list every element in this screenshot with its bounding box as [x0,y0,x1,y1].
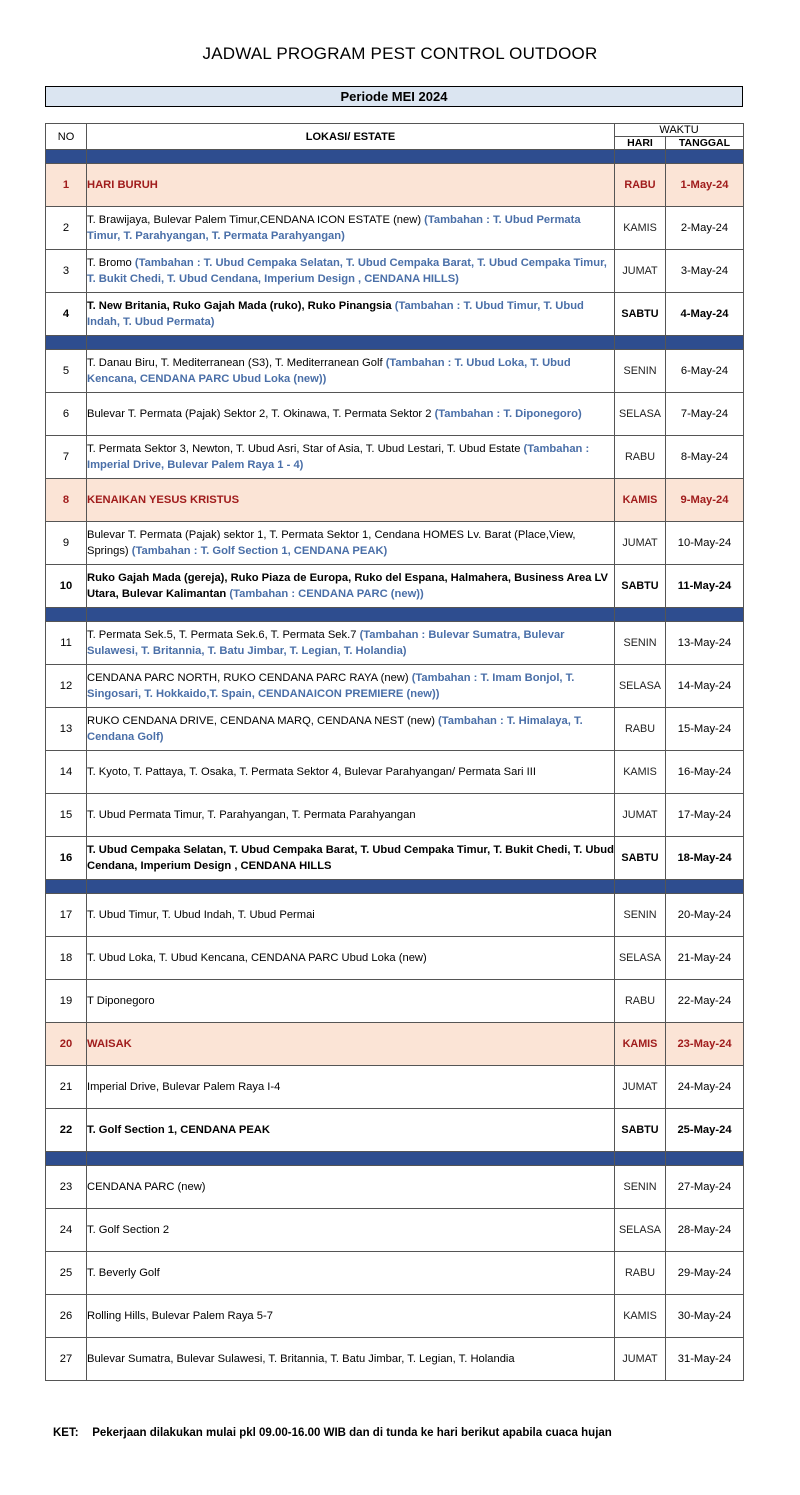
table-row [46,980,744,1023]
date-cell: 24-May-24 [666,1066,744,1109]
date-cell: 1-May-24 [666,164,744,207]
row-number: 18 [46,937,87,980]
location-cell [87,393,615,436]
period-banner: Periode MEI 2024 [45,86,743,107]
location-text: HARI BURUH [87,179,158,191]
row-number: 19 [46,980,87,1023]
table-row [46,393,744,436]
separator-cell [666,336,744,350]
day-cell: SENIN [615,894,666,937]
day-cell: SELASA [615,665,666,708]
location-text: CENDANA PARC (new) [87,1181,206,1193]
day-cell: KAMIS [615,207,666,250]
day-cell: SABTU [615,1109,666,1152]
location-cell [87,565,615,608]
location-cell [87,164,615,207]
location-cell [87,622,615,665]
date-cell: 6-May-24 [666,350,744,393]
location-cell [87,1166,615,1209]
location-addition: (Tambahan : T. Diponegoro) [434,408,582,420]
row-number: 2 [46,207,87,250]
date-cell: 4-May-24 [666,293,744,336]
location-text: WAISAK [87,1038,132,1050]
day-cell: KAMIS [615,751,666,794]
holiday-row [46,479,744,522]
row-number: 4 [46,293,87,336]
location-text: T. Beverly Golf [87,1267,160,1279]
row-number: 8 [46,479,87,522]
date-cell: 23-May-24 [666,1023,744,1066]
location-addition: (Tambahan : T. Himalaya, T. Cendana Golf) [87,715,583,743]
separator-cell [87,150,615,164]
location-cell [87,1252,615,1295]
location-addition: (Tambahan : T. Ubud Loka, T. Ubud Kencana, CENDANA PARC Ubud Loka (new)) [87,357,571,385]
schedule-table [45,123,744,1381]
table-row [46,1066,744,1109]
date-cell: 21-May-24 [666,937,744,980]
location-cell [87,293,615,336]
table-row [46,1252,744,1295]
footnote [53,1427,612,1439]
table-row [46,350,744,393]
date-cell: 11-May-24 [666,565,744,608]
location-addition: (Tambahan : Bulevar Sumatra, Bulevar Sulawesi, T. Britannia, T. Batu Jimbar, T. Legian, T. Holandia) [87,629,565,657]
table-row [46,522,744,565]
location-cell [87,794,615,837]
location-text: KENAIKAN YESUS KRISTUS [87,494,240,506]
holiday-row [46,164,744,207]
location-cell [87,937,615,980]
separator-cell [87,880,615,894]
location-text: T. Ubud Cempaka Selatan, T. Ubud Cempaka Barat, T. Ubud Cempaka Timur, T. Bukit Chedi, T. Ubud Cendana, Imperium Design , CENDANA HILLS [87,844,614,872]
location-text: T. Brawijaya, Bulevar Palem Timur,CENDANA ICON ESTATE (new) [87,214,425,226]
date-cell: 29-May-24 [666,1252,744,1295]
location-text: CENDANA PARC NORTH, RUKO CENDANA PARC RAYA (new) [87,672,412,684]
location-text: T. Golf Section 2 [87,1224,170,1236]
row-number: 24 [46,1209,87,1252]
header-day: HARI [615,137,666,150]
location-text: T. Kyoto, T. Pattaya, T. Osaka, T. Permata Sektor 4, Bulevar Parahyangan/ Permata Sari III [87,766,536,778]
date-cell: 10-May-24 [666,522,744,565]
date-cell: 27-May-24 [666,1166,744,1209]
location-text: Bulevar T. Permata (Pajak) Sektor 2, T. Okinawa, T. Permata Sektor 2 [87,408,435,420]
table-row [46,837,744,880]
table-row [46,436,744,479]
week-separator-row [46,150,744,164]
separator-cell [46,336,87,350]
date-cell: 16-May-24 [666,751,744,794]
table-row [46,622,744,665]
row-number: 3 [46,250,87,293]
row-number: 20 [46,1023,87,1066]
location-text: T. Permata Sek.5, T. Permata Sek.6, T. Permata Sek.7 [87,629,360,641]
location-addition: (Tambahan : CENDANA PARC (new)) [229,588,424,600]
table-row [46,1109,744,1152]
separator-cell [87,608,615,622]
separator-cell [615,880,666,894]
table-row [46,894,744,937]
location-addition: (Tambahan : Imperial Drive, Bulevar Palem Raya 1 - 4) [87,443,590,471]
location-cell [87,1338,615,1381]
day-cell: JUMAT [615,1066,666,1109]
table-row [46,708,744,751]
date-cell: 14-May-24 [666,665,744,708]
day-cell: SELASA [615,393,666,436]
separator-cell [615,336,666,350]
location-cell [87,751,615,794]
date-cell: 31-May-24 [666,1338,744,1381]
holiday-row [46,1023,744,1066]
day-cell: SELASA [615,937,666,980]
location-cell [87,1109,615,1152]
page-title: JADWAL PROGRAM PEST CONTROL OUTDOOR [202,44,598,63]
header-no: NO [46,124,87,150]
header-location: LOKASI/ ESTATE [87,124,615,150]
row-number: 9 [46,522,87,565]
location-text: T. Permata Sektor 3, Newton, T. Ubud Asri, Star of Asia, T. Ubud Lestari, T. Ubud Estate [87,443,524,455]
week-separator-row [46,336,744,350]
separator-cell [615,1152,666,1166]
separator-cell [666,150,744,164]
location-cell [87,837,615,880]
date-cell: 18-May-24 [666,837,744,880]
location-text: T Diponegoro [87,995,155,1007]
table-row [46,293,744,336]
day-cell: SABTU [615,837,666,880]
location-text: T. Danau Biru, T. Mediterranean (S3), T. Mediterranean Golf [87,357,386,369]
separator-cell [46,880,87,894]
location-addition: (Tambahan : T. Imam Bonjol, T. Singosari, T. Hokkaido,T. Spain, CENDANAICON PREMIERE (new)) [87,672,575,700]
table-row [46,1166,744,1209]
row-number: 10 [46,565,87,608]
separator-cell [87,336,615,350]
date-cell: 25-May-24 [666,1109,744,1152]
location-text: T. Ubud Loka, T. Ubud Kencana, CENDANA PARC Ubud Loka (new) [87,952,427,964]
location-cell [87,1023,615,1066]
row-number: 13 [46,708,87,751]
header-row [46,124,744,137]
date-cell: 15-May-24 [666,708,744,751]
separator-cell [46,1152,87,1166]
date-cell: 28-May-24 [666,1209,744,1252]
header-date: TANGGAL [666,137,744,150]
location-cell [87,250,615,293]
table-row [46,794,744,837]
day-cell: JUMAT [615,794,666,837]
separator-cell [87,1152,615,1166]
separator-cell [46,608,87,622]
day-cell: SABTU [615,293,666,336]
location-text: RUKO CENDANA DRIVE, CENDANA MARQ, CENDANA NEST (new) [87,715,439,727]
location-text: Ruko Gajah Mada (gereja), Ruko Piaza de Europa, Ruko del Espana, Halmahera, Business Area LV Utara, Bulevar Kalimantan [87,572,608,600]
location-addition: (Tambahan : T. Golf Section 1, CENDANA PEAK) [131,545,388,557]
date-cell: 13-May-24 [666,622,744,665]
day-cell: SENIN [615,1166,666,1209]
separator-cell [666,1152,744,1166]
week-separator-row [46,880,744,894]
row-number: 1 [46,164,87,207]
table-row [46,937,744,980]
location-cell [87,207,615,250]
location-text: T. New Britania, Ruko Gajah Mada (ruko), Ruko Pinangsia [87,300,395,312]
row-number: 17 [46,894,87,937]
row-number: 23 [46,1166,87,1209]
table-row [46,751,744,794]
table-row [46,1209,744,1252]
date-cell: 3-May-24 [666,250,744,293]
row-number: 22 [46,1109,87,1152]
location-cell [87,1066,615,1109]
row-number: 25 [46,1252,87,1295]
day-cell: KAMIS [615,1023,666,1066]
date-cell: 2-May-24 [666,207,744,250]
separator-cell [666,880,744,894]
location-cell [87,665,615,708]
day-cell: JUMAT [615,1338,666,1381]
date-cell: 9-May-24 [666,479,744,522]
day-cell: SENIN [615,622,666,665]
location-cell [87,479,615,522]
location-cell [87,350,615,393]
week-separator-row [46,1152,744,1166]
day-cell: KAMIS [615,479,666,522]
day-cell: RABU [615,1252,666,1295]
date-cell: 8-May-24 [666,436,744,479]
row-number: 26 [46,1295,87,1338]
location-cell [87,894,615,937]
date-cell: 22-May-24 [666,980,744,1023]
location-cell [87,708,615,751]
table-row [46,565,744,608]
date-cell: 7-May-24 [666,393,744,436]
row-number: 21 [46,1066,87,1109]
week-separator-row [46,608,744,622]
location-text: T. Ubud Timur, T. Ubud Indah, T. Ubud Permai [87,909,315,921]
day-cell: SABTU [615,565,666,608]
day-cell: SELASA [615,1209,666,1252]
location-cell [87,522,615,565]
location-addition: (Tambahan : T. Ubud Timur, T. Ubud Indah, T. Ubud Permata) [87,300,584,328]
location-cell [87,1209,615,1252]
row-number: 15 [46,794,87,837]
separator-cell [615,150,666,164]
day-cell: JUMAT [615,250,666,293]
location-cell [87,1295,615,1338]
location-text: T. Golf Section 1, CENDANA PEAK [87,1124,270,1136]
table-row [46,1338,744,1381]
footnote-text: Pekerjaan dilakukan mulai pkl 09.00-16.00 WIB dan di tunda ke hari berikut apabila cuaca hujan [92,1427,612,1439]
location-addition: (Tambahan : T. Ubud Cempaka Selatan, T. Ubud Cempaka Barat, T. Ubud Cempaka Timur, T. Bukit Chedi, T. Ubud Cendana, Imperium Design , CENDANA HILLS) [87,257,607,285]
location-text: Rolling Hills, Bulevar Palem Raya 5-7 [87,1310,273,1322]
day-cell: JUMAT [615,522,666,565]
header-time: WAKTU [615,124,744,137]
day-cell: RABU [615,164,666,207]
row-number: 16 [46,837,87,880]
row-number: 6 [46,393,87,436]
location-addition: (Tambahan : T. Ubud Permata Timur, T. Parahyangan, T. Permata Parahyangan) [87,214,581,242]
location-text: Imperial Drive, Bulevar Palem Raya I-4 [87,1081,281,1093]
table-row [46,1295,744,1338]
location-cell [87,436,615,479]
table-row [46,250,744,293]
day-cell: RABU [615,980,666,1023]
location-text: Bulevar Sumatra, Bulevar Sulawesi, T. Britannia, T. Batu Jimbar, T. Legian, T. Holandia [87,1353,515,1365]
date-cell: 20-May-24 [666,894,744,937]
location-text: T. Bromo [87,257,135,269]
day-cell: KAMIS [615,1295,666,1338]
day-cell: RABU [615,708,666,751]
separator-cell [615,608,666,622]
location-cell [87,980,615,1023]
footnote-label: KET: [53,1427,79,1439]
day-cell: RABU [615,436,666,479]
table-row [46,665,744,708]
date-cell: 30-May-24 [666,1295,744,1338]
row-number: 27 [46,1338,87,1381]
day-cell: SENIN [615,350,666,393]
schedule-body [46,150,744,1381]
separator-cell [46,150,87,164]
row-number: 5 [46,350,87,393]
location-text: Bulevar T. Permata (Pajak) sektor 1, T. Permata Sektor 1, Cendana HOMES Lv. Barat (Place,View, Springs) [87,529,576,557]
row-number: 7 [46,436,87,479]
row-number: 12 [46,665,87,708]
location-text: T. Ubud Permata Timur, T. Parahyangan, T. Permata Parahyangan [87,809,416,821]
separator-cell [666,608,744,622]
table-row [46,207,744,250]
row-number: 14 [46,751,87,794]
row-number: 11 [46,622,87,665]
date-cell: 17-May-24 [666,794,744,837]
